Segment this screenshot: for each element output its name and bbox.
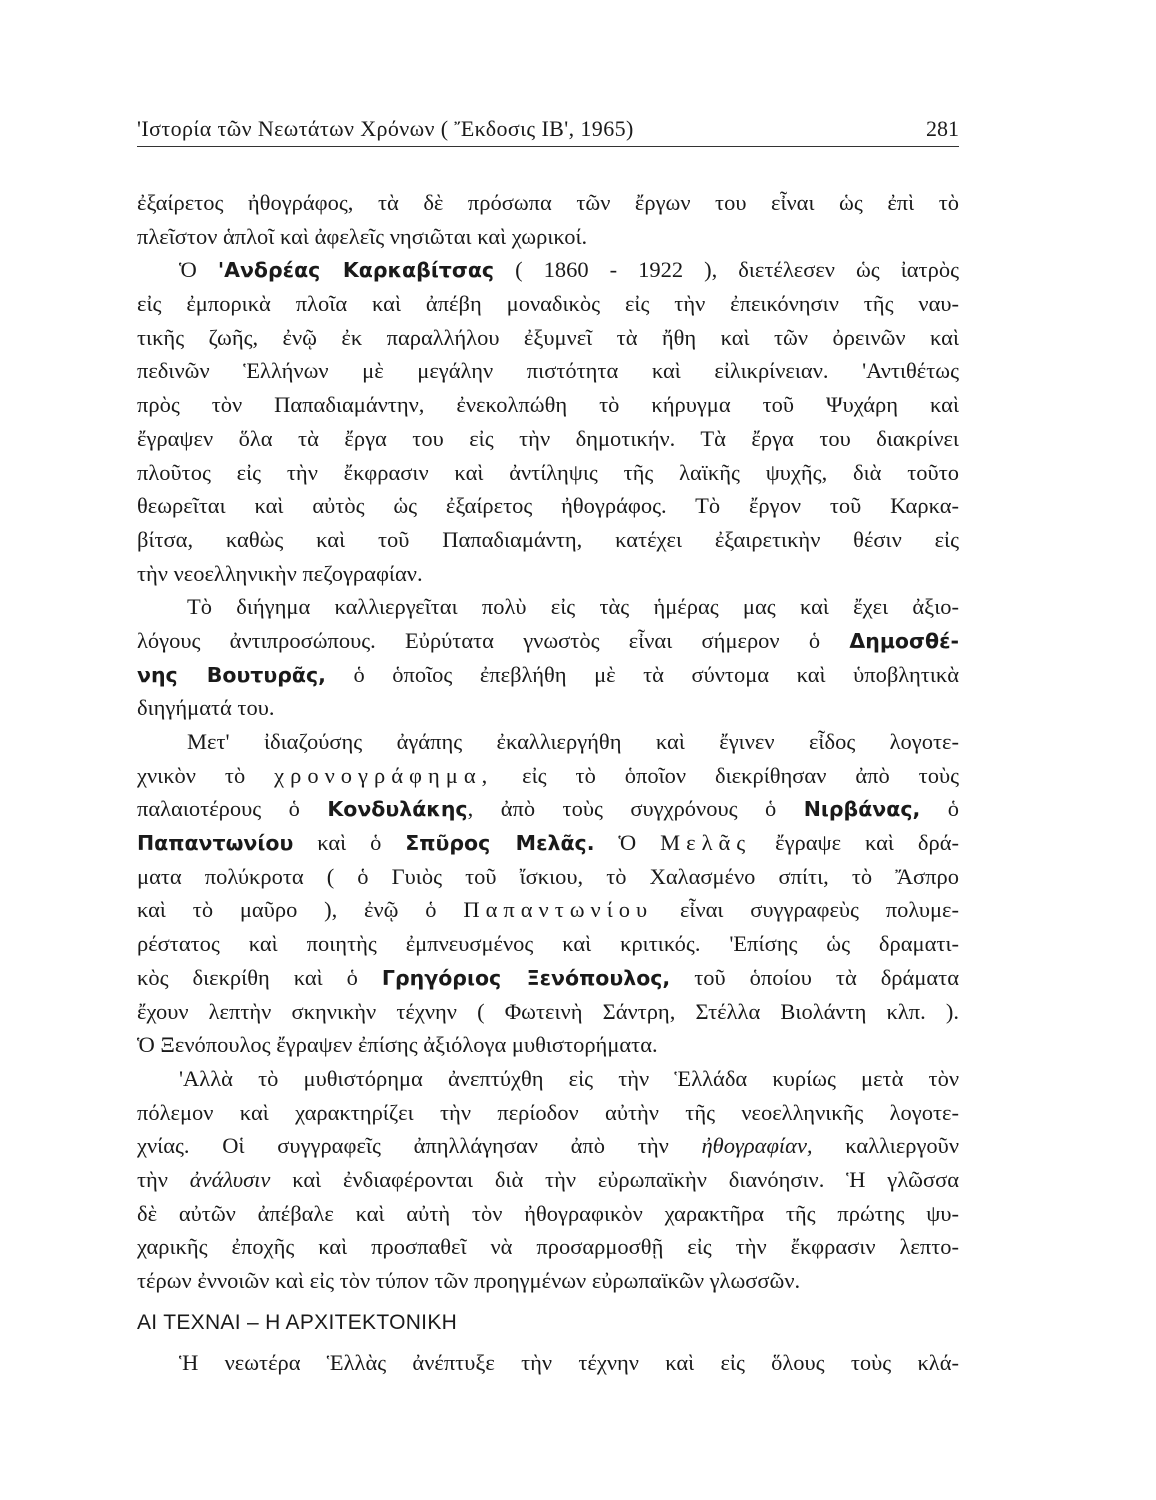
body-text	[137, 186, 959, 1379]
text-line: Τὸ διήγημα καλλιεργεῖται πολὺ εἰς τὰς ἡμέρας μας καὶ ἔχει ἀξιο-	[187, 594, 959, 620]
text-line: ματα πολύκροτα ( ὁ Γυιὸς τοῦ ἴσκιου, τὸ Χαλασμένο σπίτι, τὸ Ἄσπρο	[137, 863, 959, 889]
text-span: κὸς διεκρίθη καὶ ὁ	[137, 964, 382, 990]
author-name-karkavitsas: 'Ανδρέας Καρκαβίτσας	[217, 258, 495, 283]
text-line: θεωρεῖται καὶ αὐτὸς ὡς ἐξαίρετος ἠθογράφος. Τὸ ἔργον τοῦ Καρκα-	[137, 493, 959, 519]
text-line: Ὁ Ξενόπουλος ἔγραψεν ἐπίσης ἀξιόλογα μυθιστορήματα.	[137, 1032, 658, 1058]
text-line: 'Αλλὰ τὸ μυθιστόρημα ἀνεπτύχθη εἰς τὴν Ἑλλάδα κυρίως μετὰ τὸν	[179, 1065, 959, 1091]
author-name-voutyras: Δημοσθέ-	[849, 628, 959, 653]
text-line	[137, 658, 959, 692]
text-line: ἐξαίρετος ἠθογράφος, τὰ δὲ πρόσωπα τῶν ἔργων του εἶναι ὡς ἐπὶ τὸ	[137, 190, 959, 215]
text-span: χνικὸν τὸ	[137, 762, 275, 788]
section-heading: ΑΙ ΤΕΧΝΑΙ – Η ΑΡΧΙΤΕΚΤΟΝΙΚΗ	[137, 1310, 458, 1334]
author-name-papantoniou: Παπαντωνίου	[137, 831, 294, 856]
text-line: ρέστατος καὶ ποιητὴς ἐμπνευσμένος καὶ κριτικός. 'Επίσης ὡς δραματι-	[137, 931, 959, 957]
text-line: τικῆς ζωῆς, ἐνῷ ἐκ παραλλήλου ἐξυμνεῖ τὰ ἤθη καὶ τῶν ὀρεινῶν καὶ	[137, 324, 959, 350]
author-name-xenopoulos: Γρηγόριος Ξενόπουλος,	[381, 965, 671, 990]
text-span: ὁ	[920, 796, 959, 822]
text-span: καὶ ὁ	[293, 830, 406, 856]
text-line: πεδινῶν Ἑλλήνων μὲ μεγάλην πιστότητα καὶ εἰλικρίνειαν. 'Αντιθέτως	[137, 358, 959, 384]
text-line: εἰς ἐμπορικὰ πλοῖα καὶ ἀπέβη μοναδικὸς εἰς τὴν ἐπεικόνησιν τῆς ναυ-	[137, 291, 959, 317]
header-title: 'Ιστορία τῶν Νεωτάτων Χρόνων ( Ἔκδοσις ΙΒ', 1965)	[137, 116, 634, 141]
spaced-term: χρονογράφημα,	[274, 762, 494, 788]
text-line: ἔχουν λεπτὴν σκηνικὴν τέχνην ( Φωτεινὴ Σάντρη, Στέλλα Βιολάντη κλπ. ).	[137, 998, 959, 1024]
text-line: τὴν νεοελληνικὴν πεζογραφίαν.	[137, 560, 423, 586]
italic-term: ἠθογραφίαν,	[701, 1133, 813, 1159]
text-span: χνίας. Οἱ συγγραφεῖς ἀπηλλάγησαν ἀπὸ τὴν	[137, 1133, 702, 1159]
text-line: πλεῖστον ἁπλοῖ καὶ ἀφελεῖς νησιῶται καὶ χωρικοί.	[137, 223, 588, 249]
text-span: τοῦ ὁποίου τὰ δράματα	[670, 964, 960, 990]
text-line: Ἡ νεωτέρα Ἑλλὰς ἀνέπτυξε τὴν τέχνην καὶ εἰς ὅλους τοὺς κλά-	[179, 1349, 959, 1375]
text-span: καὶ ἐνδιαφέρονται διὰ τὴν εὐρωπαϊκὴν διανόησιν. Ἡ γλῶσσα	[270, 1166, 959, 1192]
spaced-term: Μελᾶς	[660, 830, 752, 856]
text-span: Ὁ	[179, 257, 218, 283]
text-span: λόγους ἀντιπροσώπους. Εὐρύτατα γνωστὸς εἶναι σήμερον ὁ	[137, 627, 850, 653]
text-line: δὲ αὐτῶν ἀπέβαλε καὶ αὐτὴ τὸν ἠθογραφικὸν χαρακτῆρα τῆς πρώτης ψυ-	[137, 1200, 959, 1226]
text-line	[137, 1129, 959, 1163]
text-line	[137, 1163, 959, 1197]
text-line	[137, 759, 959, 793]
spaced-term: Παπαντωνίου	[463, 897, 654, 923]
text-line	[137, 792, 959, 826]
page-number: 281	[926, 116, 959, 141]
text-line: τέρων ἐννοιῶν καὶ εἰς τὸν τύπον τῶν προηγμένων εὐρωπαϊκῶν γλωσσῶν.	[137, 1268, 801, 1293]
author-name-kondylakis: Κονδυλάκης	[327, 797, 468, 822]
running-header	[137, 112, 959, 147]
text-line: πλοῦτος εἰς τὴν ἔκφρασιν καὶ ἀντίληψις τῆς λαϊκῆς ψυχῆς, διὰ τοῦτο	[137, 459, 959, 485]
author-name-nirvanas: Νιρβάνας,	[803, 797, 921, 822]
text-span: ( 1860 - 1922 ), διετέλεσεν ὡς ἰατρὸς	[494, 257, 959, 283]
text-span: τὴν	[137, 1166, 190, 1192]
text-span: , ἀπὸ τοὺς συγχρόνους ὁ	[467, 796, 804, 822]
text-span: εἰς τὸ ὁποῖον διεκρίθησαν ἀπὸ τοὺς	[493, 762, 959, 788]
text-span: εἶναι συγγραφεὺς πολυμε-	[653, 897, 959, 923]
text-line: διηγήματά του.	[137, 695, 275, 721]
author-name-melas: Σπῦρος Μελᾶς.	[405, 831, 595, 856]
text-span: ἔγραψε καὶ δρά-	[751, 830, 959, 856]
text-line	[137, 961, 959, 995]
text-line: Μετ' ἰδιαζούσης ἀγάπης ἐκαλλιεργήθη καὶ ἔγινεν εἶδος λογοτε-	[187, 729, 959, 754]
text-span: Ὁ	[594, 830, 661, 856]
text-line	[137, 624, 959, 658]
text-line: πόλεμον καὶ χαρακτηρίζει τὴν περίοδον αὐτὴν τῆς νεοελληνικῆς λογοτε-	[137, 1099, 959, 1125]
author-name-voutyras: νης Βουτυρᾶς,	[137, 662, 326, 687]
italic-term: ἀνάλυσιν	[189, 1166, 271, 1192]
text-span: καὶ τὸ μαῦρο ), ἐνῷ ὁ	[137, 897, 464, 923]
text-line	[137, 893, 959, 927]
text-span: ὁ ὁποῖος ἐπεβλήθη μὲ τὰ σύντομα καὶ ὑποβλητικὰ	[325, 661, 960, 687]
text-line: ἔγραψεν ὅλα τὰ ἔργα του εἰς τὴν δημοτικήν. Τὰ ἔργα του διακρίνει	[137, 425, 959, 451]
text-line	[137, 253, 959, 287]
text-line: βίτσα, καθὼς καὶ τοῦ Παπαδιαμάντη, κατέχει ἐξαιρετικὴν θέσιν εἰς	[137, 526, 959, 552]
text-line	[137, 826, 959, 860]
text-line: πρὸς τὸν Παπαδιαμάντην, ἐνεκολπώθη τὸ κήρυγμα τοῦ Ψυχάρη καὶ	[137, 392, 959, 418]
text-span: καλλιεργοῦν	[812, 1133, 960, 1159]
text-span: παλαιοτέρους ὁ	[137, 796, 328, 822]
text-line: χαρικῆς ἐποχῆς καὶ προσπαθεῖ νὰ προσαρμοσθῇ εἰς τὴν ἔκφρασιν λεπτο-	[137, 1234, 959, 1260]
